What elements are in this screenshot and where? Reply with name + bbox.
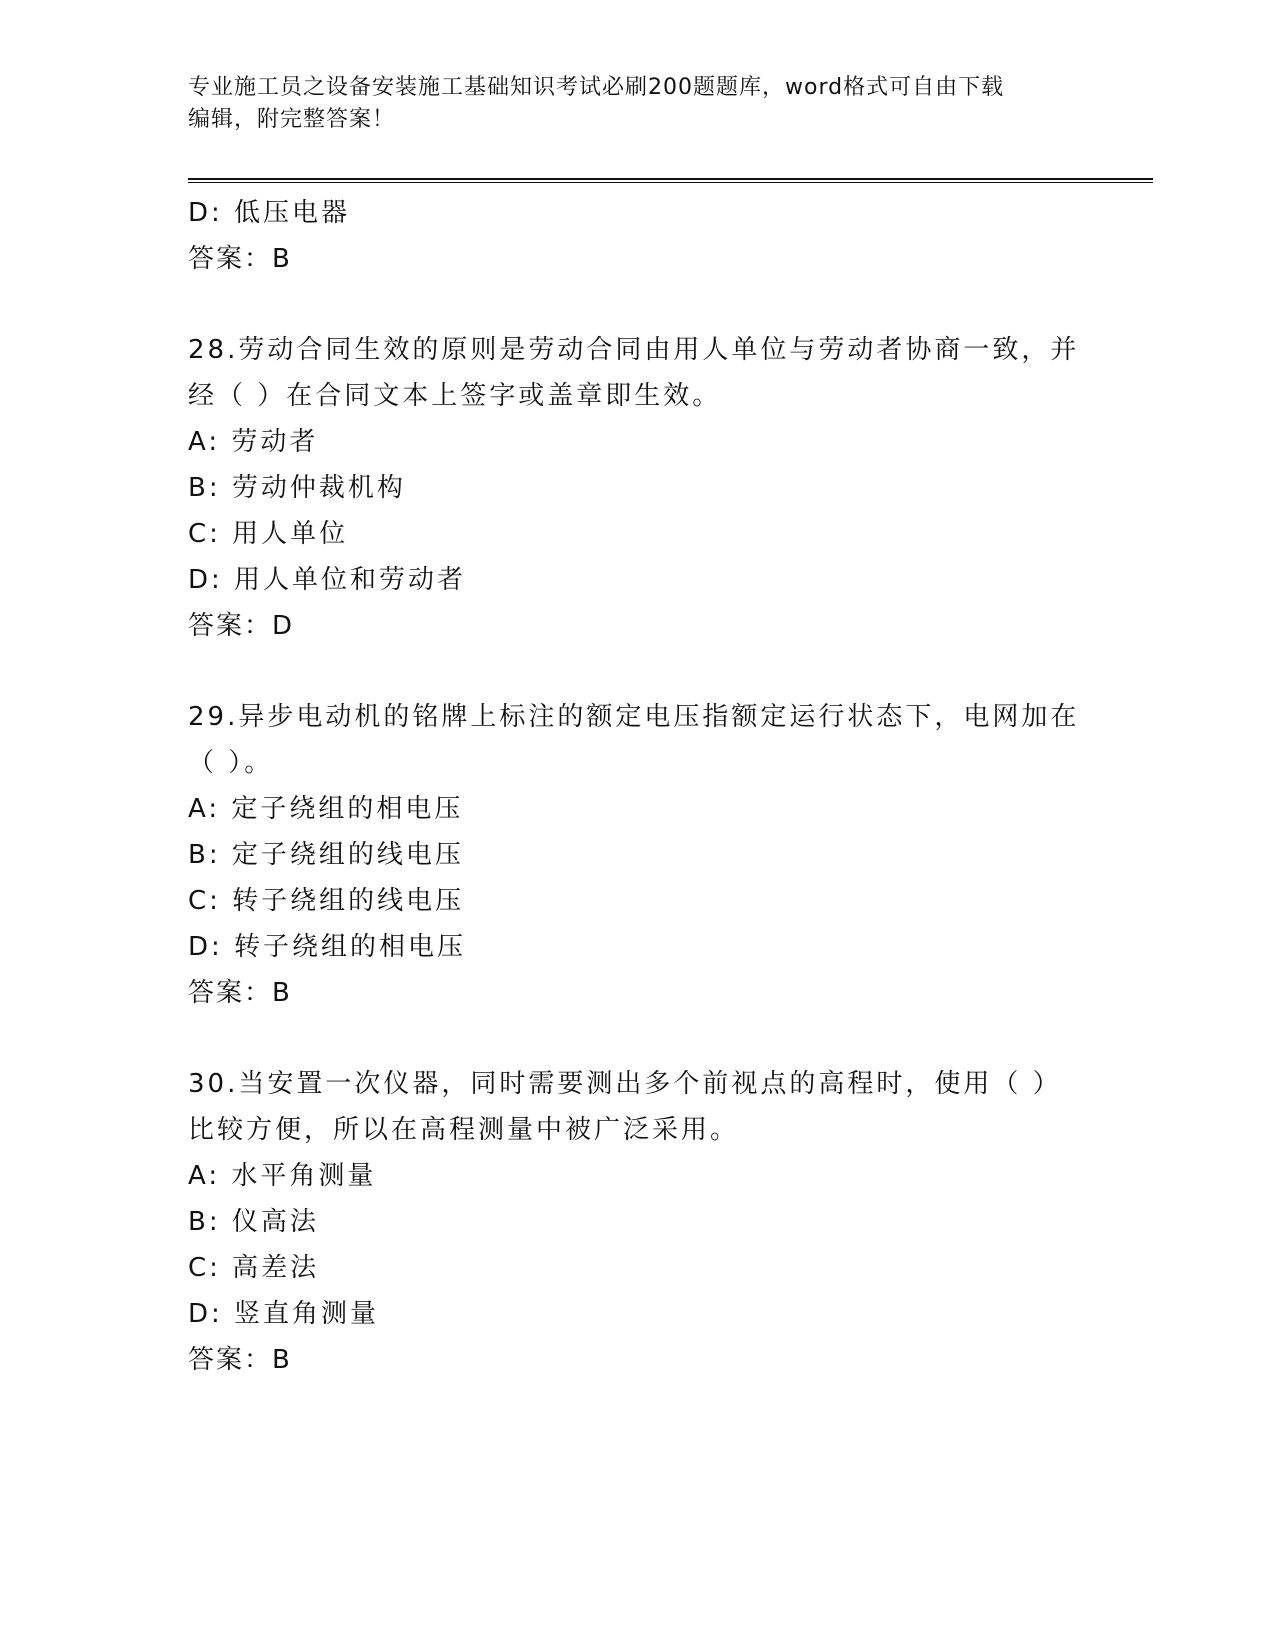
question-30 [188, 1061, 1068, 1383]
option-d: D: 竖直角测量 [188, 1299, 380, 1329]
option-d: D: 转子绕组的相电压 [188, 932, 467, 962]
question-28 [188, 327, 1080, 649]
question-stem-line-1: 30.当安置一次仪器，同时需要测出多个前视点的高程时，使用（ ） [188, 1069, 1062, 1099]
document-body [188, 190, 1080, 1383]
answer-line: 答案：B [188, 1345, 292, 1375]
header-line-2: 编辑，附完整答案！ [188, 107, 396, 132]
question-gap [188, 1016, 1068, 1061]
option-c: C: 高差法 [188, 1253, 320, 1283]
answer-line: 答案：B [188, 978, 292, 1008]
option-b: B: 劳动仲裁机构 [188, 473, 406, 503]
header-divider [188, 178, 1153, 183]
question-stem-line-2: 经（ ）在合同文本上签字或盖章即生效。 [188, 381, 722, 411]
answer-line: 答案：D [188, 611, 295, 641]
question-stem-line-1: 28.劳动合同生效的原则是劳动合同由用人单位与劳动者协商一致，并 [188, 335, 1080, 365]
option-d: D: 低压电器 [188, 198, 351, 228]
question-29 [188, 694, 1080, 1016]
option-b: B: 仪高法 [188, 1207, 319, 1237]
question-stem-line-2: （ ）。 [188, 748, 274, 778]
document-header [188, 72, 1068, 136]
option-a: A: 定子绕组的相电压 [188, 794, 464, 824]
option-b: B: 定子绕组的线电压 [188, 840, 464, 870]
header-line-1: 专业施工员之设备安装施工基础知识考试必刷200题题库，word格式可自由下载 [188, 75, 1005, 100]
option-c: C: 用人单位 [188, 519, 349, 549]
question-stem-line-1: 29.异步电动机的铭牌上标注的额定电压指额定运行状态下，电网加在 [188, 702, 1080, 732]
option-a: A: 水平角测量 [188, 1161, 377, 1191]
question-gap [188, 282, 1068, 327]
option-c: C: 转子绕组的线电压 [188, 886, 465, 916]
answer-line: 答案：B [188, 244, 292, 274]
option-a: A: 劳动者 [188, 427, 319, 457]
option-d: D: 用人单位和劳动者 [188, 565, 467, 595]
question-gap [188, 649, 1068, 694]
question-stem-line-2: 比较方便，所以在高程测量中被广泛采用。 [188, 1115, 740, 1145]
